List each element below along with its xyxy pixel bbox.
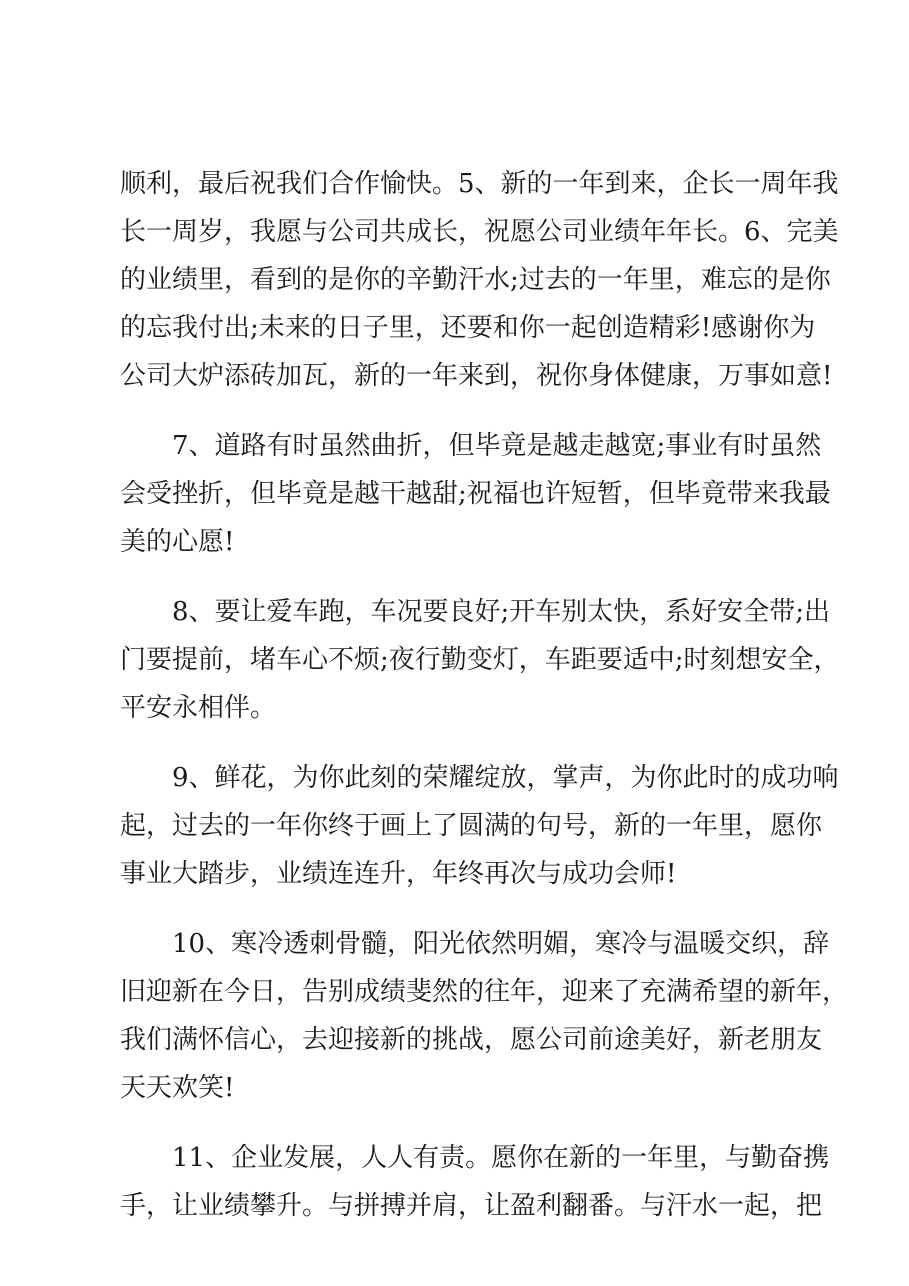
text-line: 7、道路有时虽然曲折，但毕竟是越走越宽;事业有时虽然 [172,431,822,461]
paragraph-gap [120,566,808,588]
text-line: 起，过去的一年你终于画上了圆满的句号，新的一年里，愿你 [120,811,823,841]
text-line: 平安永相伴。 [120,693,277,723]
paragraph-gap [120,898,808,920]
text-line: 10、寒冷透刺骨髓，阳光依然明媚，寒冷与温暖交织，辞 [172,929,830,959]
text-line: 11、企业发展，人人有责。愿你在新的一年里，与勤奋携 [172,1143,830,1173]
text-line: 美的心愿! [120,527,235,557]
text-line: 公司大炉添砖加瓦，新的一年来到，祝你身体健康，万事如意! [120,361,833,391]
text-line: 8、要让爱车跑，车况要良好;开车别太快，系好安全带;出 [172,597,831,627]
paragraph [120,588,840,732]
paragraph [120,920,849,1112]
paragraph [120,160,839,400]
paragraph-gap [120,1112,808,1134]
paragraph [120,754,839,898]
paragraph-gap [120,400,808,422]
text-line: 天天欢笑! [120,1073,235,1103]
text-line: 的忘我付出;未来的日子里，还要和你一起创造精彩!感谢你为 [120,313,816,343]
text-line: 旧迎新在今日，告别成绩斐然的往年，迎来了充满希望的新年， [120,977,849,1007]
paragraph [120,1134,830,1230]
text-line: 顺利，最后祝我们合作愉快。5、新的一年到来，企长一周年我 [120,169,839,199]
paragraph [120,422,831,566]
text-line: 9、鲜花，为你此刻的荣耀绽放，掌声，为你此时的成功响 [172,763,839,793]
text-line: 事业大踏步，业绩连连升，年终再次与成功会师! [120,859,677,889]
paragraph-gap [120,732,808,754]
text-line: 会受挫折，但毕竟是越干越甜;祝福也许短暂，但毕竟带来我最 [120,479,831,509]
text-line: 我们满怀信心，去迎接新的挑战，愿公司前途美好，新老朋友 [120,1025,823,1055]
document-body [120,160,849,1230]
text-line: 门要提前，堵车心不烦;夜行勤变灯，车距要适中;时刻想安全， [120,645,840,675]
text-line: 长一周岁，我愿与公司共成长，祝愿公司业绩年年长。6、完美 [120,217,839,247]
text-line: 的业绩里，看到的是你的辛勤汗水;过去的一年里，难忘的是你 [120,265,831,295]
text-line: 手，让业绩攀升。与拼搏并肩，让盈利翻番。与汗水一起，把 [120,1191,823,1221]
